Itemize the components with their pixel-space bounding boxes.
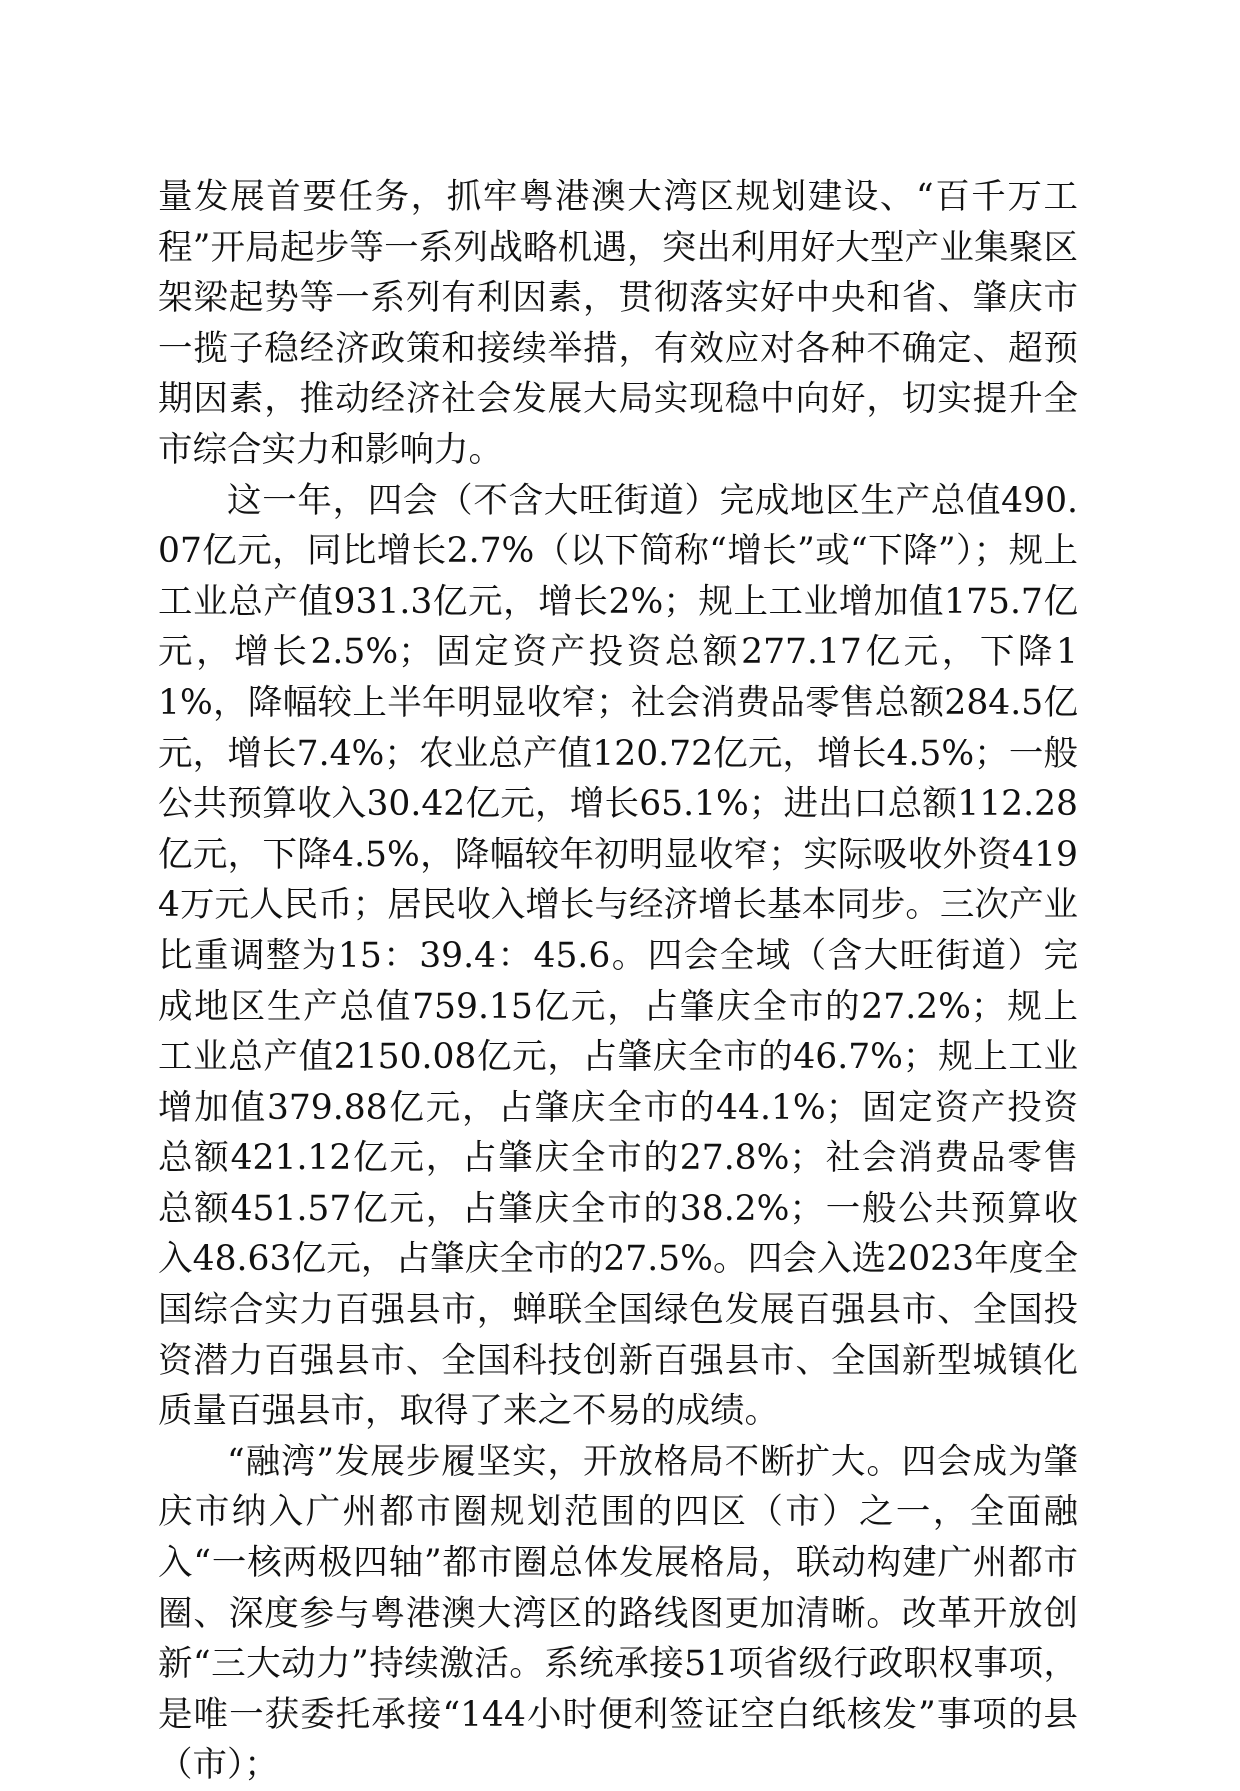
paragraph-2: 这一年，四会（不含大旺街道）完成地区生产总值490.07亿元，同比增长2.7%（以下简称“增长”或“下降”）；规上工业总产值931.3亿元，增长2%；规上工业增加值175.7亿元，增长2.5%；固定资产投资总额277.17亿元，下降11%，降幅较上半年明显收窄；社会消费品零售总额284.5亿元，增长7.4%；农业总产值120.72亿元，增长4.5%；一般公共预算收入30.42亿元，增长65.1%；进出口总额112.28亿元，下降4.5%，降幅较年初明显收窄；实际吸收外资4194万元人民币；居民收入增长与经济增长基本同步。三次产业比重调整为15：39.4：45.6。四会全域（含大旺街道）完成地区生产总值759.15亿元，占肇庆全市的27.2%；规上工业总产值2150.08亿元，占肇庆全市的46.7%；规上工业增加值379.88亿元，占肇庆全市的44.1%；固定资产投资总额421.12亿元，占肇庆全市的27.8%；社会消费品零售总额451.57亿元，占肇庆全市的38.2%；一般公共预算收入48.63亿元，占肇庆全市的27.5%。四会入选2023年度全国综合实力百强县市，蝉联全国绿色发展百强县市、全国投资潜力百强县市、全国科技创新百强县市、全国新型城镇化质量百强县市，取得了来之不易的成绩。 — [158, 480, 1078, 1432]
paragraph-1: 量发展首要任务，抓牢粤港澳大湾区规划建设、“百千万工程”开局起步等一系列战略机遇，突出利用好大型产业集聚区架梁起势等一系列有利因素，贯彻落实好中央和省、肇庆市一揽子稳经济政策和接续举措，有效应对各种不确定、超预期因素，推动经济社会发展大局实现稳中向好，切实提升全市综合实力和影响力。 — [158, 177, 1078, 470]
paragraph-3: “融湾”发展步履坚实，开放格局不断扩大。四会成为肇庆市纳入广州都市圈规划范围的四区（市）之一，全面融入“一核两极四轴”都市圈总体发展格局，联动构建广州都市圈、深度参与粤港澳大湾区的路线图更加清晰。改革开放创新“三大动力”持续激活。系统承接51项省级行政职权事项，是唯一获委托承接“144小时便利签证空白纸核发”事项的县（市）； — [158, 1441, 1078, 1786]
document-page — [158, 172, 1078, 1791]
